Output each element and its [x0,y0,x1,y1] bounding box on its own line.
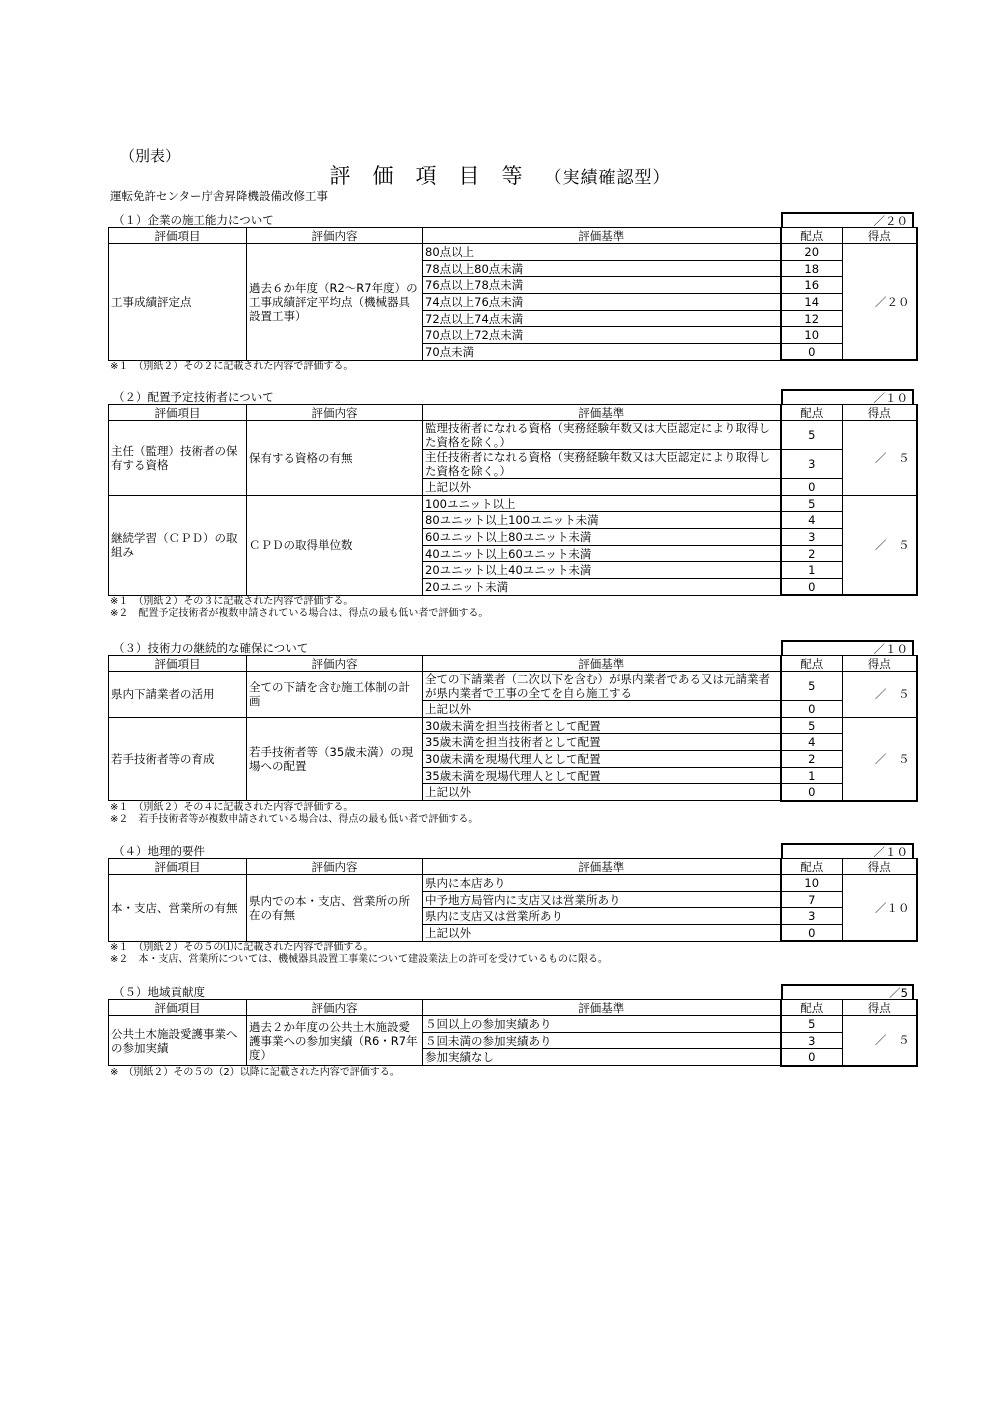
criteria-text: 70点未満 [423,344,781,361]
section-title: （４）地理的要件 [113,844,205,858]
criteria-points: 0 [781,701,843,718]
section-total: ／１０ [781,389,914,404]
table-row [109,875,917,892]
section-note: ※２ 若手技術者等が複数申請されている場合は、得点の最も低い者で評価する。 [110,813,479,825]
evaluation-table [108,858,918,942]
criteria-points: 0 [781,925,843,942]
table-row [109,672,917,701]
criteria-text: 20ユニット未満 [423,579,781,596]
header-points: 配点 [781,405,843,421]
criteria-text: 74点以上76点未満 [423,294,781,311]
section-title: （２）配置予定技術者について [113,390,274,404]
item-content: 若手技術者等（35歳未満）の現場への配置 [247,717,423,800]
criteria-points: 18 [781,260,843,277]
item-score: ／２０ [843,244,917,361]
criteria-points: 10 [781,875,843,892]
criteria-text: 主任技術者になれる資格（実務経験年数又は大臣認定により取得した資格を除く。） [423,450,781,479]
criteria-text: 35歳未満を現場代理人として配置 [423,767,781,784]
header-item: 評価項目 [109,228,247,244]
header-score: 得点 [843,228,917,244]
criteria-points: 4 [781,512,843,529]
item-name: 公共土木施設愛護事業への参加実績 [109,1016,247,1066]
item-score: ／ ５ [843,1016,917,1066]
criteria-points: 0 [781,1049,843,1066]
criteria-points: 16 [781,277,843,294]
criteria-text: ５回以上の参加実績あり [423,1016,781,1033]
evaluation-table [108,227,918,361]
criteria-text: 100ユニット以上 [423,495,781,512]
header-item: 評価項目 [109,656,247,672]
criteria-points: 0 [781,344,843,361]
header-content: 評価内容 [247,859,423,875]
evaluation-table [108,655,918,802]
criteria-text: 上記以外 [423,479,781,496]
criteria-points: 5 [781,672,843,701]
criteria-text: 30歳未満を現場代理人として配置 [423,751,781,768]
item-name: 県内下請業者の活用 [109,672,247,718]
evaluation-table [108,999,918,1067]
header-item: 評価項目 [109,405,247,421]
header-score: 得点 [843,656,917,672]
header-score: 得点 [843,859,917,875]
criteria-points: 1 [781,767,843,784]
header-criteria: 評価基準 [423,405,781,421]
criteria-text: 60ユニット以上80ユニット未満 [423,529,781,546]
section-total: ／１０ [781,640,914,655]
header-item: 評価項目 [109,859,247,875]
criteria-points: 5 [781,495,843,512]
item-name: 若手技術者等の育成 [109,717,247,800]
section-title: （５）地域貢献度 [113,985,205,999]
criteria-points: 5 [781,717,843,734]
item-name: 工事成績評定点 [109,244,247,361]
criteria-text: 県内に支店又は営業所あり [423,908,781,925]
item-content: ＣＰＤの取得単位数 [247,495,423,595]
appendix-label: （別表） [120,147,181,165]
header-points: 配点 [781,859,843,875]
section-total: ／１０ [781,843,914,858]
section-note: ※１ （別紙２）その５の⑴に記載された内容で評価する。 [110,942,374,954]
project-name: 運転免許センター庁舎昇降機設備改修工事 [110,189,329,203]
table-row [109,244,917,261]
criteria-text: 県内に本店あり [423,875,781,892]
criteria-points: 2 [781,751,843,768]
criteria-points: 20 [781,244,843,261]
criteria-points: 5 [781,421,843,450]
section-note: ※１ （別紙２）その２に記載された内容で評価する。 [110,361,354,373]
criteria-text: 中予地方局管内に支店又は営業所あり [423,891,781,908]
criteria-text: 上記以外 [423,784,781,801]
header-content: 評価内容 [247,228,423,244]
criteria-text: 72点以上74点未満 [423,310,781,327]
criteria-points: 1 [781,562,843,579]
table-row [109,1016,917,1033]
criteria-points: 10 [781,327,843,344]
section-title: （１）企業の施工能力について [113,213,274,227]
item-content: 保有する資格の有無 [247,421,423,496]
header-points: 配点 [781,656,843,672]
criteria-text: 20ユニット以上40ユニット未満 [423,562,781,579]
criteria-text: 上記以外 [423,925,781,942]
criteria-text: 参加実績なし [423,1049,781,1066]
header-content: 評価内容 [247,405,423,421]
item-score: ／ ５ [843,421,917,496]
criteria-text: 35歳未満を担当技術者として配置 [423,734,781,751]
section-total: ／２０ [781,212,914,227]
header-score: 得点 [843,1000,917,1016]
criteria-text: 30歳未満を担当技術者として配置 [423,717,781,734]
section-note: ※ （別紙２）その５の（2）以降に記載された内容で評価する。 [110,1066,400,1078]
section-title: （３）技術力の継続的な確保について [113,641,309,655]
criteria-text: 上記以外 [423,701,781,718]
criteria-text: 80点以上 [423,244,781,261]
page-title [0,160,1000,190]
criteria-text: 76点以上78点未満 [423,277,781,294]
criteria-text: 40ユニット以上60ユニット未満 [423,545,781,562]
header-criteria: 評価基準 [423,859,781,875]
criteria-points: 0 [781,784,843,801]
header-criteria: 評価基準 [423,656,781,672]
header-item: 評価項目 [109,1000,247,1016]
item-name: 主任（監理）技術者の保有する資格 [109,421,247,496]
section-note: ※１ （別紙２）その３に記載された内容で評価する。 [110,596,354,608]
item-name: 本・支店、営業所の有無 [109,875,247,942]
table-row [109,421,917,450]
criteria-text: 70点以上72点未満 [423,327,781,344]
evaluation-table [108,404,918,596]
criteria-points: 14 [781,294,843,311]
title-main: 評価項目等 [329,164,545,188]
criteria-points: 3 [781,1032,843,1049]
criteria-points: 0 [781,479,843,496]
criteria-text: ５回未満の参加実績あり [423,1032,781,1049]
header-points: 配点 [781,1000,843,1016]
criteria-points: 7 [781,891,843,908]
header-criteria: 評価基準 [423,228,781,244]
item-score: ／ ５ [843,717,917,800]
criteria-points: 12 [781,310,843,327]
title-sub: （実績確認型） [544,168,671,188]
header-points: 配点 [781,228,843,244]
section-note: ※２ 配置予定技術者が複数申請されている場合は、得点の最も低い者で評価する。 [110,608,489,620]
table-row [109,495,917,512]
item-content: 全ての下請を含む施工体制の計画 [247,672,423,718]
item-score: ／１０ [843,875,917,942]
header-content: 評価内容 [247,1000,423,1016]
section-total: ／5 [781,984,914,999]
table-row [109,717,917,734]
criteria-points: 3 [781,529,843,546]
criteria-points: 5 [781,1016,843,1033]
header-criteria: 評価基準 [423,1000,781,1016]
criteria-text: 80ユニット以上100ユニット未満 [423,512,781,529]
criteria-points: 3 [781,908,843,925]
criteria-points: 3 [781,450,843,479]
criteria-points: 4 [781,734,843,751]
criteria-text: 全ての下請業者（二次以下を含む）が県内業者である又は元請業者が県内業者で工事の全てを自ら施工する [423,672,781,701]
item-name: 継続学習（ＣＰＤ）の取組み [109,495,247,595]
section-note: ※２ 本・支店、営業所については、機械器具設置工事業について建設業法上の許可を受けているものに限る。 [110,954,608,966]
criteria-text: 78点以上80点未満 [423,260,781,277]
header-score: 得点 [843,405,917,421]
header-content: 評価内容 [247,656,423,672]
criteria-points: 2 [781,545,843,562]
section-note: ※１ （別紙２）その４に記載された内容で評価する。 [110,801,354,813]
item-score: ／ ５ [843,495,917,595]
criteria-points: 0 [781,579,843,596]
item-content: 過去２か年度の公共土木施設愛護事業への参加実績（R6・R7年度） [247,1016,423,1066]
item-content: 県内での本・支店、営業所の所在の有無 [247,875,423,942]
item-content: 過去６か年度（R2～R7年度）の工事成績評定平均点（機械器具設置工事） [247,244,423,361]
item-score: ／ ５ [843,672,917,718]
criteria-text: 監理技術者になれる資格（実務経験年数又は大臣認定により取得した資格を除く。） [423,421,781,450]
